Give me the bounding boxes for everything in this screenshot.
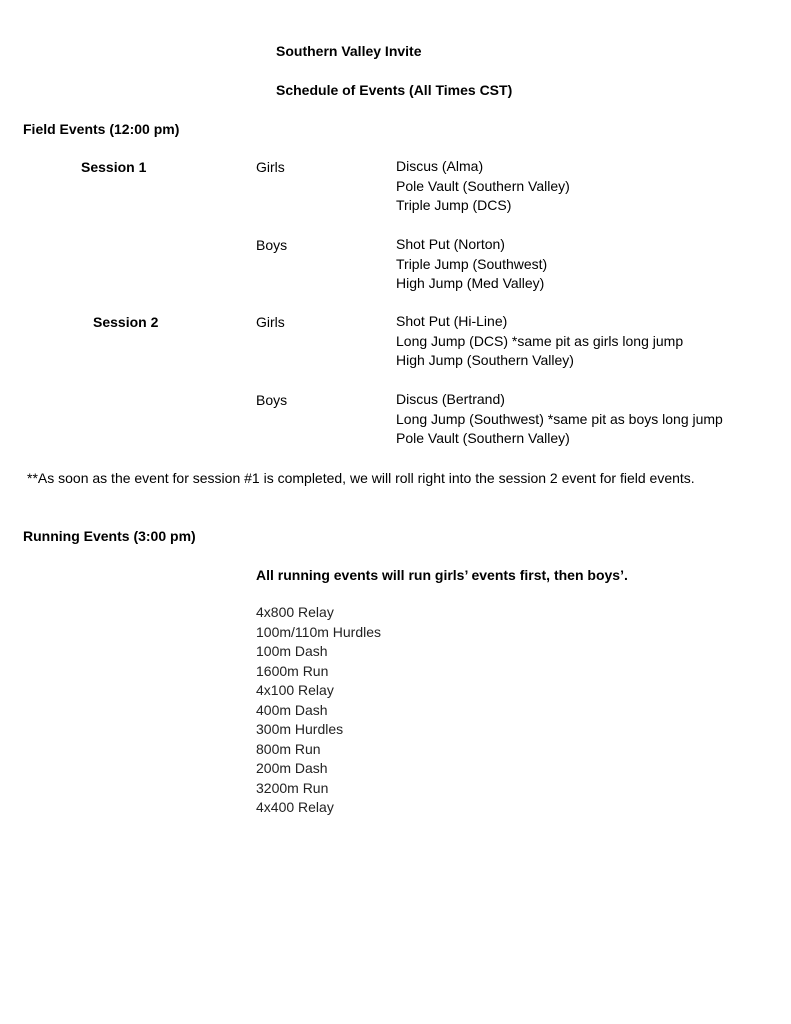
session-2-girls-label: Girls: [256, 314, 285, 330]
field-events-heading: Field Events (12:00 pm): [23, 121, 180, 137]
running-event-item: 3200m Run: [256, 779, 329, 796]
event-item: High Jump (Med Valley): [396, 275, 545, 291]
event-item: Shot Put (Norton): [396, 236, 505, 252]
field-events-note: **As soon as the event for session #1 is completed, we will roll right into the session 2 event for field events.: [27, 470, 695, 486]
session-2-label: Session 2: [93, 314, 159, 330]
event-item: Long Jump (Southwest) *same pit as boys long jump: [396, 410, 723, 427]
running-event-item: 400m Dash: [256, 701, 328, 718]
session-2-boys-events: [396, 390, 723, 449]
event-item: Long Jump (DCS) *same pit as girls long jump: [396, 332, 684, 349]
event-item: Pole Vault (Southern Valley): [396, 177, 570, 194]
running-event-item: 4x400 Relay: [256, 799, 334, 815]
running-event-item: 800m Run: [256, 740, 321, 757]
event-item: High Jump (Southern Valley): [396, 352, 574, 368]
event-item: Discus (Alma): [396, 158, 484, 174]
session-1-boys-events: [396, 235, 547, 294]
running-event-item: 4x800 Relay: [256, 604, 334, 620]
running-event-item: 1600m Run: [256, 662, 329, 679]
document-title: Southern Valley Invite: [276, 43, 422, 59]
session-2-girls-events: [396, 312, 683, 371]
session-1-label: Session 1: [81, 159, 147, 175]
running-events-heading: Running Events (3:00 pm): [23, 528, 196, 544]
event-item: Shot Put (Hi-Line): [396, 313, 508, 329]
session-2-boys-label: Boys: [256, 392, 288, 408]
running-event-item: 300m Hurdles: [256, 721, 344, 737]
running-events-note: All running events will run girls’ events first, then boys’.: [256, 567, 628, 583]
event-item: Discus (Bertrand): [396, 391, 505, 407]
session-1-boys-label: Boys: [256, 237, 288, 253]
running-event-item: 100m Dash: [256, 643, 328, 659]
running-events-list: [256, 603, 381, 818]
running-event-item: 100m/110m Hurdles: [256, 623, 382, 640]
event-item: Pole Vault (Southern Valley): [396, 430, 570, 446]
session-1-girls-events: [396, 157, 570, 216]
document-subtitle: Schedule of Events (All Times CST): [276, 82, 513, 98]
event-item: Triple Jump (Southwest): [396, 255, 548, 272]
session-1-girls-label: Girls: [256, 159, 285, 175]
running-event-item: 4x100 Relay: [256, 682, 334, 698]
running-event-item: 200m Dash: [256, 760, 328, 776]
event-item: Triple Jump (DCS): [396, 197, 512, 213]
